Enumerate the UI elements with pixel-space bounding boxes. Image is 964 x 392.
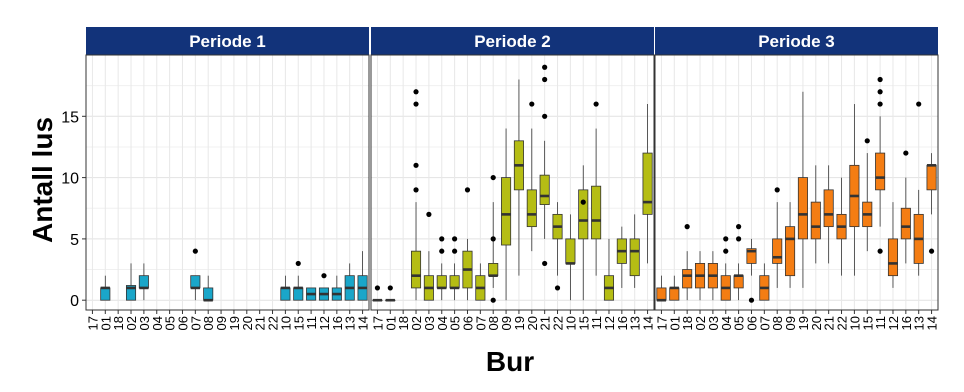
x-tick-label: 05 <box>731 316 747 331</box>
box-iqr <box>734 276 743 288</box>
panel-2 <box>370 27 655 330</box>
x-tick-label: 18 <box>680 316 696 331</box>
x-tick-label: 17 <box>654 316 670 331</box>
x-tick-label: 01 <box>667 316 683 331</box>
x-tick-label: 13 <box>342 316 358 331</box>
box-iqr <box>450 276 459 288</box>
outlier-point <box>555 285 560 290</box>
box-iqr <box>101 288 110 300</box>
outlier-point <box>388 285 393 290</box>
outlier-point <box>452 236 457 241</box>
box-iqr <box>670 288 679 300</box>
x-tick-label: 04 <box>149 316 165 331</box>
outlier-point <box>491 236 496 241</box>
outlier-point <box>723 249 728 254</box>
x-tick-label: 06 <box>460 316 476 331</box>
outlier-point <box>375 285 380 290</box>
x-tick-label: 15 <box>860 316 876 331</box>
x-tick-label: 08 <box>486 316 502 331</box>
x-tick-label: 15 <box>291 316 307 331</box>
outlier-point <box>878 101 883 106</box>
outlier-point <box>321 273 326 278</box>
x-tick-label: 16 <box>898 316 914 331</box>
x-tick-label: 17 <box>370 316 386 331</box>
x-tick-label: 09 <box>499 316 515 331</box>
outlier-point <box>736 236 741 241</box>
x-tick-label: 06 <box>175 316 191 331</box>
x-tick-label: 12 <box>601 316 617 331</box>
x-tick-label: 21 <box>537 316 553 331</box>
x-tick-label: 02 <box>124 316 140 331</box>
outlier-point <box>775 187 780 192</box>
x-tick-label: 03 <box>421 316 437 331</box>
box-iqr <box>657 288 666 300</box>
outlier-point <box>865 138 870 143</box>
box-iqr <box>824 190 833 227</box>
x-tick-label: 05 <box>447 316 463 331</box>
box-iqr <box>540 175 549 204</box>
outlier-point <box>439 249 444 254</box>
outlier-point <box>736 224 741 229</box>
x-tick-label: 09 <box>214 316 230 331</box>
x-tick-label: 02 <box>409 316 425 331</box>
box-iqr <box>579 190 588 239</box>
x-tick-label: 18 <box>396 316 412 331</box>
x-tick-label: 10 <box>563 316 579 331</box>
box-iqr <box>411 251 420 288</box>
x-tick-label: 22 <box>265 316 281 331</box>
x-tick-label: 14 <box>355 316 371 331</box>
x-tick-label: 03 <box>136 316 152 331</box>
outlier-point <box>529 101 534 106</box>
x-tick-label: 14 <box>640 316 656 331</box>
box-iqr <box>437 276 446 288</box>
x-tick-label: 05 <box>162 316 178 331</box>
outlier-point <box>193 249 198 254</box>
x-tick-label: 11 <box>873 316 889 330</box>
box-iqr <box>875 153 884 190</box>
x-axis-title: Bur <box>485 346 535 377</box>
box-iqr <box>281 288 290 300</box>
box-iqr <box>901 208 910 239</box>
box-iqr <box>501 178 510 245</box>
x-tick-label: 20 <box>239 316 255 331</box>
x-tick-label: 11 <box>304 316 320 330</box>
x-tick-label: 10 <box>278 316 294 331</box>
x-tick-label: 07 <box>757 316 773 331</box>
box-iqr <box>798 178 807 239</box>
box-iqr <box>566 239 575 264</box>
x-tick-label: 08 <box>201 316 217 331</box>
outlier-point <box>878 77 883 82</box>
outlier-point <box>916 101 921 106</box>
x-tick-label: 20 <box>808 316 824 331</box>
x-tick-label: 16 <box>614 316 630 331</box>
box-iqr <box>811 202 820 239</box>
outlier-point <box>685 224 690 229</box>
x-tick-label: 04 <box>434 316 450 331</box>
panel-plot-area <box>86 55 369 310</box>
x-tick-label: 07 <box>473 316 489 331</box>
outlier-point <box>542 114 547 119</box>
box-iqr <box>191 276 200 288</box>
x-tick-label: 15 <box>576 316 592 331</box>
x-tick-label: 14 <box>924 316 940 331</box>
x-tick-label: 13 <box>627 316 643 331</box>
x-tick-label: 16 <box>329 316 345 331</box>
x-tick-label: 03 <box>705 316 721 331</box>
box-iqr <box>139 276 148 288</box>
box-iqr <box>294 288 303 300</box>
outlier-point <box>452 249 457 254</box>
x-tick-label: 19 <box>795 316 811 331</box>
panel-1 <box>85 27 370 330</box>
y-axis-title: Antall lus <box>27 116 58 244</box>
outlier-point <box>413 163 418 168</box>
panels-layer <box>85 27 939 330</box>
x-tick-label: 02 <box>693 316 709 331</box>
x-tick-label: 01 <box>98 316 114 331</box>
outlier-point <box>594 101 599 106</box>
box-iqr <box>591 186 600 239</box>
x-tick-label: 01 <box>383 316 399 331</box>
x-tick-label: 12 <box>885 316 901 331</box>
outlier-point <box>491 175 496 180</box>
panel-strip-label: Periode 1 <box>189 32 266 51</box>
outlier-point <box>413 89 418 94</box>
outlier-point <box>426 212 431 217</box>
outlier-point <box>413 101 418 106</box>
y-tick-label: 15 <box>61 109 79 127</box>
box-iqr <box>773 239 782 264</box>
x-tick-label: 07 <box>188 316 204 331</box>
box-iqr <box>489 263 498 275</box>
x-tick-label: 09 <box>783 316 799 331</box>
outlier-point <box>413 187 418 192</box>
x-tick-label: 22 <box>550 316 566 331</box>
outlier-point <box>465 187 470 192</box>
x-tick-label: 20 <box>524 316 540 331</box>
x-tick-label: 12 <box>316 316 332 331</box>
y-tick-label: 10 <box>61 170 79 188</box>
x-tick-label: 06 <box>744 316 760 331</box>
outlier-point <box>491 298 496 303</box>
outlier-point <box>296 261 301 266</box>
x-tick-label: 08 <box>770 316 786 331</box>
box-iqr <box>888 239 897 276</box>
x-tick-label: 22 <box>834 316 850 331</box>
y-tick-label: 0 <box>70 293 79 311</box>
box-iqr <box>683 270 692 288</box>
x-tick-label: 17 <box>85 316 101 331</box>
outlier-point <box>878 89 883 94</box>
panel-strip-label: Periode 3 <box>758 32 835 51</box>
x-tick-label: 21 <box>252 316 268 331</box>
box-iqr <box>927 165 936 190</box>
outlier-point <box>581 200 586 205</box>
x-tick-label: 19 <box>226 316 242 331</box>
panel-3 <box>654 27 939 330</box>
outlier-point <box>749 298 754 303</box>
y-axis-ticks <box>61 109 86 310</box>
x-tick-label: 11 <box>589 316 605 330</box>
x-tick-label: 04 <box>718 316 734 331</box>
outlier-point <box>542 261 547 266</box>
panel-strip-label: Periode 2 <box>474 32 551 51</box>
outlier-point <box>542 65 547 70</box>
x-tick-label: 18 <box>111 316 127 331</box>
outlier-point <box>903 150 908 155</box>
outlier-point <box>929 249 934 254</box>
outlier-point <box>723 236 728 241</box>
outlier-point <box>542 77 547 82</box>
outlier-point <box>439 236 444 241</box>
y-tick-label: 5 <box>70 231 79 249</box>
box-iqr <box>785 227 794 276</box>
x-tick-label: 13 <box>911 316 927 331</box>
box-iqr <box>630 239 639 276</box>
x-tick-label: 21 <box>821 316 837 331</box>
x-tick-label: 10 <box>847 316 863 331</box>
outlier-point <box>878 249 883 254</box>
box-11 <box>306 288 315 300</box>
box-iqr <box>643 153 652 214</box>
box-iqr <box>204 288 213 300</box>
box-iqr <box>527 190 536 227</box>
x-tick-label: 19 <box>511 316 527 331</box>
